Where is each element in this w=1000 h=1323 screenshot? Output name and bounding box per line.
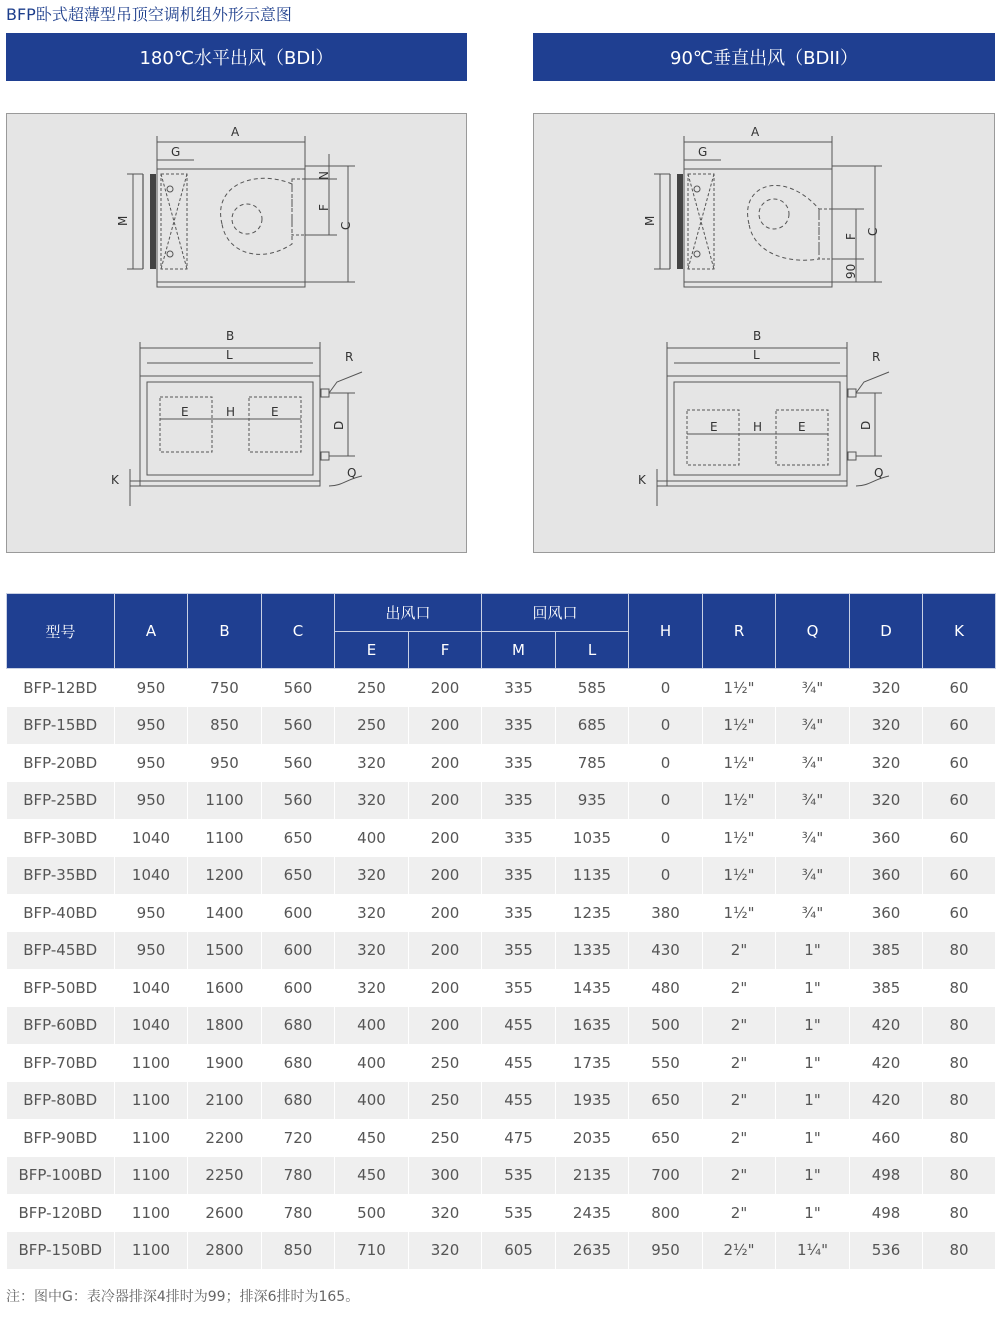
cell-q: 1" [776, 969, 850, 1007]
cell-l: 585 [556, 669, 629, 707]
header-R: R [703, 594, 776, 669]
cell-a: 1100 [115, 1082, 188, 1120]
cell-h: 380 [629, 894, 703, 932]
label-E-v-1: E [710, 420, 718, 434]
cell-r: 2" [703, 932, 776, 970]
cell-k: 80 [923, 1157, 996, 1195]
cell-d: 320 [850, 707, 923, 745]
cell-m: 475 [482, 1119, 556, 1157]
cell-model: BFP-20BD [7, 744, 115, 782]
cell-a: 1100 [115, 1232, 188, 1270]
label-B-v: B [753, 329, 762, 343]
cell-k: 60 [923, 669, 996, 707]
cell-b: 1200 [188, 857, 262, 895]
cell-q: ¾" [776, 707, 850, 745]
cell-h: 650 [629, 1119, 703, 1157]
header-A: A [115, 594, 188, 669]
cell-e: 710 [335, 1232, 409, 1270]
cell-l: 1035 [556, 819, 629, 857]
label-K-v: K [638, 473, 646, 487]
cell-model: BFP-90BD [7, 1119, 115, 1157]
cell-r: 2" [703, 1194, 776, 1232]
cell-m: 335 [482, 819, 556, 857]
cell-c: 560 [262, 707, 335, 745]
cell-model: BFP-80BD [7, 1082, 115, 1120]
cell-e: 400 [335, 1007, 409, 1045]
cell-l: 2435 [556, 1194, 629, 1232]
cell-e: 320 [335, 932, 409, 970]
cell-model: BFP-70BD [7, 1044, 115, 1082]
cell-b: 2100 [188, 1082, 262, 1120]
cell-k: 80 [923, 1007, 996, 1045]
cell-e: 450 [335, 1119, 409, 1157]
cell-m: 335 [482, 857, 556, 895]
cell-model: BFP-100BD [7, 1157, 115, 1195]
cell-h: 800 [629, 1194, 703, 1232]
cell-q: 1" [776, 1082, 850, 1120]
cell-k: 60 [923, 857, 996, 895]
cell-model: BFP-40BD [7, 894, 115, 932]
table-row [7, 1194, 996, 1232]
cell-h: 550 [629, 1044, 703, 1082]
cell-e: 320 [335, 894, 409, 932]
banner-horizontal-outlet: 180℃水平出风（BDI） [6, 33, 467, 81]
cell-d: 360 [850, 857, 923, 895]
label-C: C [339, 221, 353, 230]
cell-f: 250 [409, 1119, 482, 1157]
cell-a: 1040 [115, 819, 188, 857]
cell-e: 400 [335, 1044, 409, 1082]
cell-q: 1¼" [776, 1232, 850, 1270]
cell-d: 360 [850, 819, 923, 857]
cell-b: 1600 [188, 969, 262, 1007]
cell-f: 200 [409, 707, 482, 745]
cell-d: 320 [850, 744, 923, 782]
header-B: B [188, 594, 262, 669]
header-outlet: 出风口 [335, 594, 482, 632]
cell-l: 785 [556, 744, 629, 782]
header-K: K [923, 594, 996, 669]
label-G: G [171, 145, 181, 159]
cell-h: 0 [629, 857, 703, 895]
table-row [7, 857, 996, 895]
cell-d: 385 [850, 932, 923, 970]
cell-f: 200 [409, 744, 482, 782]
cell-e: 400 [335, 819, 409, 857]
cell-f: 300 [409, 1157, 482, 1195]
label-M-v: M [643, 215, 657, 226]
table-row [7, 819, 996, 857]
cell-b: 2250 [188, 1157, 262, 1195]
cell-h: 0 [629, 782, 703, 820]
cell-a: 1100 [115, 1194, 188, 1232]
cell-l: 1935 [556, 1082, 629, 1120]
cell-m: 455 [482, 1007, 556, 1045]
cell-e: 450 [335, 1157, 409, 1195]
header-D: D [850, 594, 923, 669]
header-F: F [409, 632, 482, 669]
cell-e: 250 [335, 707, 409, 745]
cell-r: 2½" [703, 1232, 776, 1270]
cell-b: 1900 [188, 1044, 262, 1082]
cell-m: 535 [482, 1194, 556, 1232]
cell-f: 250 [409, 1082, 482, 1120]
label-C-v: C [866, 227, 880, 236]
label-E-v-2: E [798, 420, 806, 434]
table-row [7, 1007, 996, 1045]
cell-b: 750 [188, 669, 262, 707]
label-H-v: H [753, 420, 763, 434]
label-D-v: D [859, 420, 873, 430]
label-K: K [111, 473, 119, 487]
table-row [7, 707, 996, 745]
cell-e: 320 [335, 744, 409, 782]
cell-f: 200 [409, 857, 482, 895]
cell-model: BFP-15BD [7, 707, 115, 745]
header-H: H [629, 594, 703, 669]
cell-l: 685 [556, 707, 629, 745]
cell-c: 680 [262, 1007, 335, 1045]
cell-h: 480 [629, 969, 703, 1007]
cell-e: 320 [335, 782, 409, 820]
diagram-vertical-outlet [533, 113, 995, 553]
label-F: F [317, 204, 331, 211]
cell-m: 335 [482, 744, 556, 782]
table-row [7, 1232, 996, 1270]
header-C: C [262, 594, 335, 669]
cell-m: 455 [482, 1044, 556, 1082]
cell-k: 80 [923, 1044, 996, 1082]
cell-model: BFP-60BD [7, 1007, 115, 1045]
cell-r: 1½" [703, 819, 776, 857]
cell-c: 560 [262, 782, 335, 820]
cell-c: 600 [262, 932, 335, 970]
cell-d: 498 [850, 1194, 923, 1232]
cell-f: 200 [409, 1007, 482, 1045]
cell-d: 320 [850, 782, 923, 820]
cell-model: BFP-12BD [7, 669, 115, 707]
cell-c: 600 [262, 894, 335, 932]
cell-k: 80 [923, 1232, 996, 1270]
cell-h: 0 [629, 707, 703, 745]
cell-model: BFP-50BD [7, 969, 115, 1007]
cell-a: 950 [115, 669, 188, 707]
cell-h: 700 [629, 1157, 703, 1195]
cell-r: 1½" [703, 782, 776, 820]
footnote: 注：图中G：表冷器排深4排时为99；排深6排时为165。 [6, 1289, 360, 1305]
cell-model: BFP-120BD [7, 1194, 115, 1232]
cell-r: 2" [703, 1007, 776, 1045]
cell-r: 2" [703, 1082, 776, 1120]
cell-q: ¾" [776, 857, 850, 895]
cell-r: 2" [703, 969, 776, 1007]
cell-f: 200 [409, 932, 482, 970]
cell-b: 2600 [188, 1194, 262, 1232]
cell-f: 320 [409, 1194, 482, 1232]
cell-m: 605 [482, 1232, 556, 1270]
cell-a: 1040 [115, 1007, 188, 1045]
cell-d: 360 [850, 894, 923, 932]
cell-q: 1" [776, 1007, 850, 1045]
cell-l: 1135 [556, 857, 629, 895]
cell-q: ¾" [776, 819, 850, 857]
cell-a: 950 [115, 894, 188, 932]
cell-a: 1040 [115, 857, 188, 895]
cell-f: 250 [409, 1044, 482, 1082]
cell-d: 385 [850, 969, 923, 1007]
cell-d: 498 [850, 1157, 923, 1195]
cell-r: 1½" [703, 669, 776, 707]
label-D: D [332, 420, 346, 430]
cell-c: 780 [262, 1194, 335, 1232]
cell-r: 2" [703, 1119, 776, 1157]
cell-l: 935 [556, 782, 629, 820]
cell-l: 2635 [556, 1232, 629, 1270]
cell-b: 950 [188, 744, 262, 782]
cell-m: 535 [482, 1157, 556, 1195]
cell-model: BFP-150BD [7, 1232, 115, 1270]
label-G-v: G [698, 145, 708, 159]
cell-m: 455 [482, 1082, 556, 1120]
banner-vertical-outlet: 90℃垂直出风（BDII） [533, 33, 995, 81]
cell-r: 2" [703, 1044, 776, 1082]
header-return: 回风口 [482, 594, 629, 632]
cell-q: 1" [776, 1157, 850, 1195]
cell-a: 950 [115, 932, 188, 970]
cell-d: 320 [850, 669, 923, 707]
cell-k: 80 [923, 969, 996, 1007]
cell-f: 200 [409, 669, 482, 707]
cell-c: 600 [262, 969, 335, 1007]
cell-r: 1½" [703, 894, 776, 932]
cell-b: 1800 [188, 1007, 262, 1045]
cell-k: 80 [923, 1194, 996, 1232]
cell-q: 1" [776, 1044, 850, 1082]
label-R: R [345, 350, 354, 364]
cell-a: 1100 [115, 1044, 188, 1082]
cell-l: 2035 [556, 1119, 629, 1157]
cell-a: 1100 [115, 1119, 188, 1157]
label-F-v: F [844, 233, 858, 240]
diagram-horizontal-svg [7, 114, 468, 554]
label-Q: Q [347, 466, 357, 480]
label-A-v: A [751, 125, 760, 139]
cell-d: 460 [850, 1119, 923, 1157]
cell-l: 1335 [556, 932, 629, 970]
cell-f: 200 [409, 894, 482, 932]
cell-a: 950 [115, 707, 188, 745]
cell-d: 536 [850, 1232, 923, 1270]
cell-d: 420 [850, 1007, 923, 1045]
diagram-horizontal-outlet [6, 113, 467, 553]
cell-f: 200 [409, 969, 482, 1007]
label-90-v: 90 [844, 263, 858, 279]
cell-r: 1½" [703, 707, 776, 745]
label-E-2: E [271, 405, 279, 419]
cell-b: 2200 [188, 1119, 262, 1157]
cell-m: 335 [482, 669, 556, 707]
cell-q: 1" [776, 1119, 850, 1157]
cell-b: 850 [188, 707, 262, 745]
cell-a: 1100 [115, 1157, 188, 1195]
cell-c: 680 [262, 1082, 335, 1120]
cell-k: 80 [923, 1082, 996, 1120]
cell-k: 80 [923, 932, 996, 970]
cell-q: 1" [776, 1194, 850, 1232]
cell-c: 680 [262, 1044, 335, 1082]
table-row [7, 1044, 996, 1082]
cell-l: 1435 [556, 969, 629, 1007]
table-row [7, 969, 996, 1007]
label-L-v: L [753, 348, 760, 362]
cell-k: 60 [923, 819, 996, 857]
diagram-vertical-svg [534, 114, 996, 554]
cell-q: ¾" [776, 669, 850, 707]
cell-h: 500 [629, 1007, 703, 1045]
cell-h: 430 [629, 932, 703, 970]
cell-h: 0 [629, 819, 703, 857]
cell-a: 950 [115, 782, 188, 820]
table-row [7, 1157, 996, 1195]
cell-k: 60 [923, 782, 996, 820]
unit-side-body [157, 169, 305, 282]
cell-r: 1½" [703, 744, 776, 782]
label-R-v: R [872, 350, 881, 364]
cell-m: 335 [482, 782, 556, 820]
cell-b: 1100 [188, 819, 262, 857]
cell-h: 0 [629, 669, 703, 707]
unit-front-body [140, 376, 320, 481]
label-A: A [231, 125, 240, 139]
cell-m: 335 [482, 707, 556, 745]
cell-m: 355 [482, 969, 556, 1007]
cell-l: 1635 [556, 1007, 629, 1045]
cell-model: BFP-25BD [7, 782, 115, 820]
label-E-1: E [181, 405, 189, 419]
cell-q: ¾" [776, 782, 850, 820]
header-Q: Q [776, 594, 850, 669]
cell-e: 320 [335, 857, 409, 895]
cell-q: ¾" [776, 894, 850, 932]
label-L: L [226, 348, 233, 362]
cell-q: ¾" [776, 744, 850, 782]
cell-c: 650 [262, 819, 335, 857]
cell-c: 560 [262, 669, 335, 707]
table-row [7, 782, 996, 820]
cell-b: 2800 [188, 1232, 262, 1270]
cell-b: 1500 [188, 932, 262, 970]
cell-k: 60 [923, 707, 996, 745]
table-row [7, 932, 996, 970]
cell-h: 950 [629, 1232, 703, 1270]
cell-r: 2" [703, 1157, 776, 1195]
cell-c: 780 [262, 1157, 335, 1195]
cell-k: 60 [923, 894, 996, 932]
cell-l: 1735 [556, 1044, 629, 1082]
header-M: M [482, 632, 556, 669]
cell-h: 0 [629, 744, 703, 782]
table-row [7, 1119, 996, 1157]
cell-e: 500 [335, 1194, 409, 1232]
cell-d: 420 [850, 1044, 923, 1082]
cell-e: 250 [335, 669, 409, 707]
cell-model: BFP-35BD [7, 857, 115, 895]
cell-a: 950 [115, 744, 188, 782]
cell-e: 320 [335, 969, 409, 1007]
table-row [7, 744, 996, 782]
table-row [7, 669, 996, 707]
cell-model: BFP-30BD [7, 819, 115, 857]
header-E: E [335, 632, 409, 669]
cell-f: 320 [409, 1232, 482, 1270]
label-B: B [226, 329, 235, 343]
label-N: N [317, 171, 331, 180]
cell-f: 200 [409, 782, 482, 820]
table-row [7, 894, 996, 932]
cell-q: 1" [776, 932, 850, 970]
table-row [7, 1082, 996, 1120]
cell-b: 1400 [188, 894, 262, 932]
cell-l: 1235 [556, 894, 629, 932]
label-M: M [116, 215, 130, 226]
cell-k: 80 [923, 1119, 996, 1157]
cell-d: 420 [850, 1082, 923, 1120]
cell-r: 1½" [703, 857, 776, 895]
cell-c: 850 [262, 1232, 335, 1270]
cell-c: 650 [262, 857, 335, 895]
cell-b: 1100 [188, 782, 262, 820]
cell-k: 60 [923, 744, 996, 782]
cell-m: 335 [482, 894, 556, 932]
cell-l: 2135 [556, 1157, 629, 1195]
page-title: BFP卧式超薄型吊顶空调机组外形示意图 [6, 5, 292, 24]
label-H: H [226, 405, 236, 419]
cell-c: 560 [262, 744, 335, 782]
header-model: 型号 [7, 594, 115, 669]
cell-model: BFP-45BD [7, 932, 115, 970]
spec-table [6, 593, 996, 1269]
cell-c: 720 [262, 1119, 335, 1157]
unit-side-body-vertical [684, 169, 832, 282]
label-Q-v: Q [874, 466, 884, 480]
cell-e: 400 [335, 1082, 409, 1120]
cell-f: 200 [409, 819, 482, 857]
cell-m: 355 [482, 932, 556, 970]
cell-a: 1040 [115, 969, 188, 1007]
header-L: L [556, 632, 629, 669]
cell-h: 650 [629, 1082, 703, 1120]
